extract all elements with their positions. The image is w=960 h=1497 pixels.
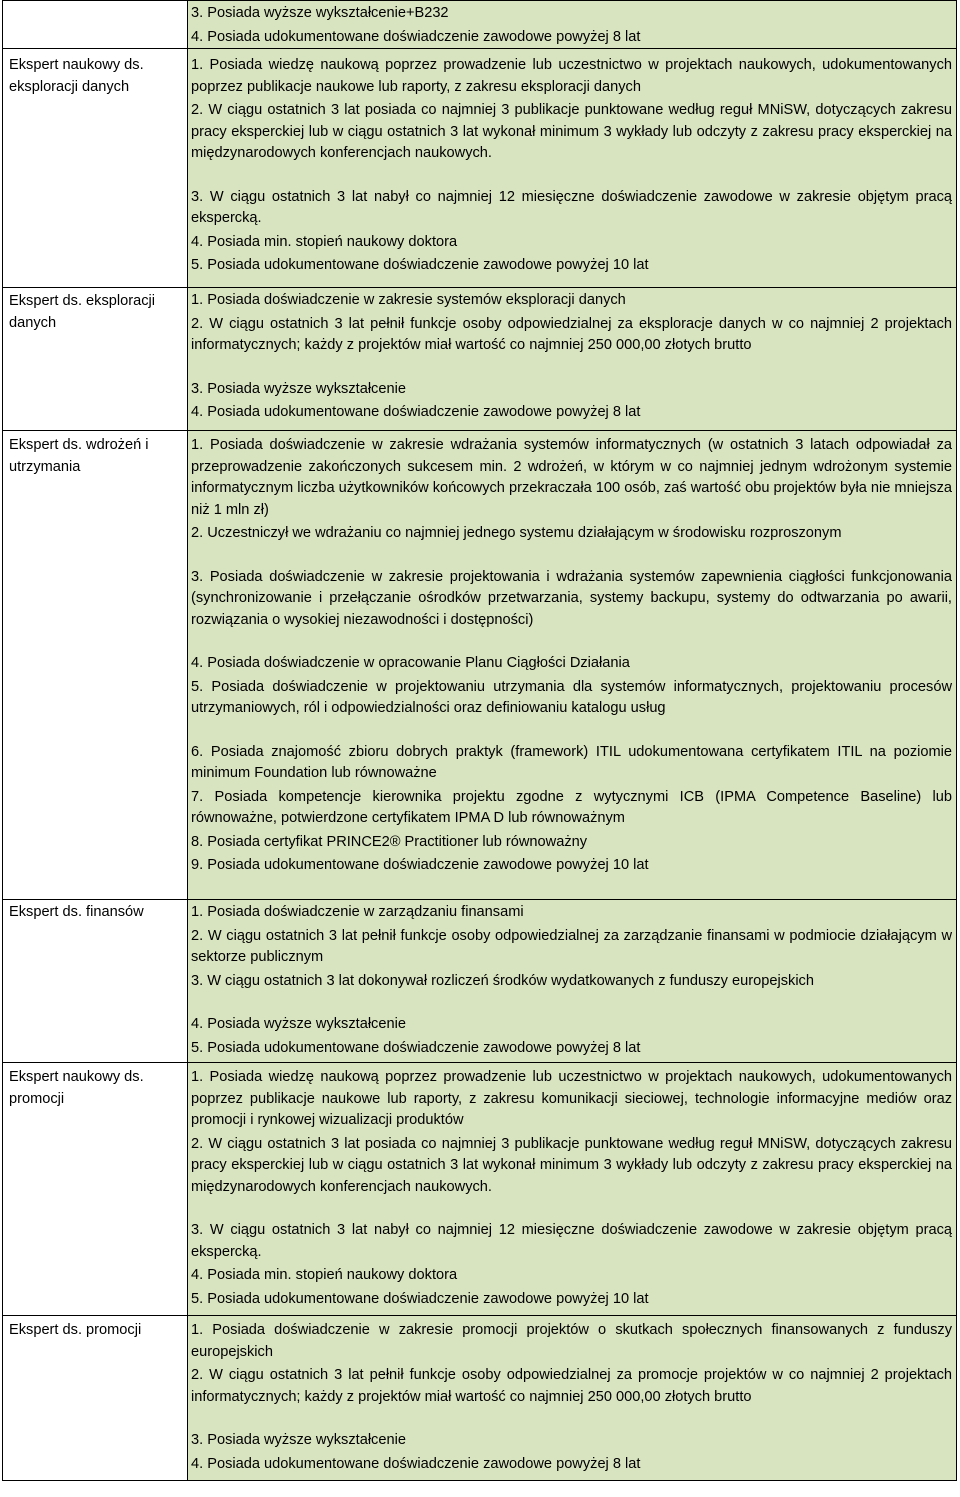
requirement-item: 5. Posiada doświadczenie w projektowaniu utrzymania dla systemów informatycznych, projektowaniu procesów utrzymaniowych, ról i odpowiedzialności oraz definiowaniu katalogu usług bbox=[191, 678, 952, 716]
requirement-item: 2. W ciągu ostatnich 3 lat pełnił funkcje osoby odpowiedzialnej za zarządzanie finansami w podmiocie działającym w sektorze publicznym bbox=[191, 927, 952, 965]
requirement-item: 2. W ciągu ostatnich 3 lat posiada co najmniej 3 publikacje punktowane według reguł MNiSW, dotyczących zakresu pracy eksperckiej lub w ciągu ostatnich 3 lat wykonał minimum 3 wykłady lub odczyty z zakresu pracy eksperckiej na międzynarodowych konferencjach naukowych. bbox=[191, 102, 952, 161]
requirement-item: 3. Posiada wyższe wykształcenie bbox=[191, 1432, 406, 1448]
table-row bbox=[3, 288, 957, 431]
table-row bbox=[3, 900, 957, 1063]
requirement-item: 1. Posiada doświadczenie w zakresie systemów eksploracji danych bbox=[191, 292, 626, 308]
requirements-cell bbox=[188, 288, 957, 431]
requirement-item: 3. Posiada doświadczenie w zakresie projektowania i wdrażania systemów zapewnienia ciągłości funkcjonowania (synchronizowanie i przełączanie ośrodków przetwarzania, systemy backupu, systemy do odtwarzania po awarii, rozwiązania o wysokiej niezawodności i dostępności) bbox=[191, 568, 952, 628]
requirement-item: 3. W ciągu ostatnich 3 lat dokonywał rozliczeń środków wydatkowanych z funduszy europejskich bbox=[191, 972, 814, 989]
requirements-cell bbox=[188, 900, 957, 1063]
requirement-item: 4. Posiada min. stopień naukowy doktora bbox=[191, 233, 458, 250]
requirements-cell bbox=[188, 1063, 957, 1316]
requirements-cell bbox=[188, 49, 957, 288]
requirement-item: 2. W ciągu ostatnich 3 lat pełnił funkcje osoby odpowiedzialnej za eksploracje danych w co najmniej 2 projektach informatycznych; każdy z projektów miał wartość co najmniej 250 000,00 złotych brutto bbox=[191, 315, 952, 353]
requirement-item: 4. Posiada min. stopień naukowy doktora bbox=[191, 1267, 458, 1283]
role-cell bbox=[3, 1316, 188, 1481]
table-row bbox=[3, 49, 957, 288]
requirements-cell bbox=[188, 1316, 957, 1481]
requirements-cell bbox=[188, 1, 957, 49]
role-name: Ekspert ds. finansów bbox=[9, 904, 144, 920]
role-cell bbox=[3, 1, 188, 49]
requirement-item: 3. Posiada wyższe wykształcenie bbox=[191, 380, 406, 397]
requirement-item: 2. Uczestniczył we wdrażaniu co najmniej jednego systemu działającym w środowisku rozproszonym bbox=[191, 525, 842, 541]
requirement-item: 1. Posiada doświadczenie w zarządzaniu finansami bbox=[191, 904, 524, 920]
table-row bbox=[3, 1, 957, 49]
requirement-item: 7. Posiada kompetencje kierownika projektu zgodne z wytycznymi ICB (IPMA Competence Baseline) lub równoważne, potwierdzone certyfikatem IPMA D lub równoważnym bbox=[191, 788, 952, 826]
requirement-item: 4. Posiada udokumentowane doświadczenie zawodowe powyżej 8 lat bbox=[191, 1455, 641, 1472]
role-cell bbox=[3, 288, 188, 431]
requirement-item: 4. Posiada doświadczenie w opracowanie Planu Ciągłości Działania bbox=[191, 655, 630, 671]
requirement-item: 4. Posiada wyższe wykształcenie bbox=[191, 1016, 406, 1032]
requirement-item: 3. W ciągu ostatnich 3 lat nabył co najmniej 12 miesięczne doświadczenie zawodowe w zakresie objętym pracą ekspercką. bbox=[191, 1222, 952, 1260]
role-name: Ekspert ds. wdrożeń i utrzymania bbox=[9, 437, 149, 475]
requirement-item: 1. Posiada wiedzę naukową poprzez prowadzenie lub uczestnictwo w projektach naukowych, udokumentowanych poprzez publikacje naukowe lub raporty, z zakresu komunikacji sieciowej, technologie informacyjne mediów oraz promocji i rynkowej wizualizacji produktów bbox=[191, 1069, 952, 1128]
requirement-item: 2. W ciągu ostatnich 3 lat posiada co najmniej 3 publikacje punktowane według reguł MNiSW, dotyczących zakresu pracy eksperckiej lub w ciągu ostatnich 3 lat wykonał minimum 3 wykłady lub odczyty z zakresu pracy eksperckiej na międzynarodowych konferencjach naukowych. bbox=[191, 1135, 952, 1195]
requirements-table bbox=[2, 0, 957, 1481]
requirement-item: 3. Posiada wyższe wykształcenie+B232 bbox=[191, 5, 449, 21]
requirements-cell bbox=[188, 431, 957, 900]
role-cell bbox=[3, 900, 188, 1063]
role-name: Ekspert naukowy ds. eksploracji danych bbox=[9, 57, 144, 95]
requirement-item: 1. Posiada doświadczenie w zakresie wdrażania systemów informatycznych (w ostatnich 3 latach odpowiadał za przeprowadzenie zakończonych sukcesem min. 2 wdrożeń, w którym w co najmniej jednym wdrożonym systemie informatycznym liczba użytkowników końcowych przekraczała 100 osób, zaś wartość obu projektów była nie mniejsza niż 1 mln zł) bbox=[191, 437, 952, 518]
role-name: Ekspert naukowy ds. promocji bbox=[9, 1069, 144, 1107]
requirement-item: 5. Posiada udokumentowane doświadczenie zawodowe powyżej 8 lat bbox=[191, 1039, 641, 1056]
requirement-item: 1. Posiada doświadczenie w zakresie promocji projektów o skutkach społecznych finansowanych z funduszy europejskich bbox=[191, 1322, 952, 1360]
role-cell bbox=[3, 49, 188, 288]
role-cell bbox=[3, 1063, 188, 1316]
requirement-item: 1. Posiada wiedzę naukową poprzez prowadzenie lub uczestnictwo w projektach naukowych, udokumentowanych poprzez publikacje naukowe lub raporty, z zakresu eksploracji danych bbox=[191, 57, 952, 95]
role-cell bbox=[3, 431, 188, 900]
requirement-item: 5. Posiada udokumentowane doświadczenie zawodowe powyżej 10 lat bbox=[191, 1290, 649, 1307]
table-row bbox=[3, 1316, 957, 1481]
requirement-item: 2. W ciągu ostatnich 3 lat pełnił funkcje osoby odpowiedzialnej za promocje projektów w co najmniej 2 projektach informatycznych; każdy z projektów miał wartość co najmniej 250 000,00 złotych brutto bbox=[191, 1367, 952, 1405]
role-name: Ekspert ds. eksploracji danych bbox=[9, 293, 155, 331]
requirement-item: 4. Posiada udokumentowane doświadczenie zawodowe powyżej 8 lat bbox=[191, 28, 641, 45]
requirement-item: 6. Posiada znajomość zbioru dobrych praktyk (framework) ITIL udokumentowana certyfikatem ITIL na poziomie minimum Foundation lub równoważne bbox=[191, 743, 952, 781]
requirement-item: 5. Posiada udokumentowane doświadczenie zawodowe powyżej 10 lat bbox=[191, 257, 649, 273]
requirement-item: 4. Posiada udokumentowane doświadczenie zawodowe powyżej 8 lat bbox=[191, 404, 641, 420]
table-row bbox=[3, 431, 957, 900]
role-name: Ekspert ds. promocji bbox=[9, 1322, 142, 1338]
table-row bbox=[3, 1063, 957, 1316]
requirement-item: 8. Posiada certyfikat PRINCE2® Practitioner lub równoważny bbox=[191, 833, 588, 850]
requirement-item: 9. Posiada udokumentowane doświadczenie zawodowe powyżej 10 lat bbox=[191, 857, 649, 873]
requirement-item: 3. W ciągu ostatnich 3 lat nabył co najmniej 12 miesięczne doświadczenie zawodowe w zakresie objętym pracą ekspercką. bbox=[191, 188, 952, 226]
